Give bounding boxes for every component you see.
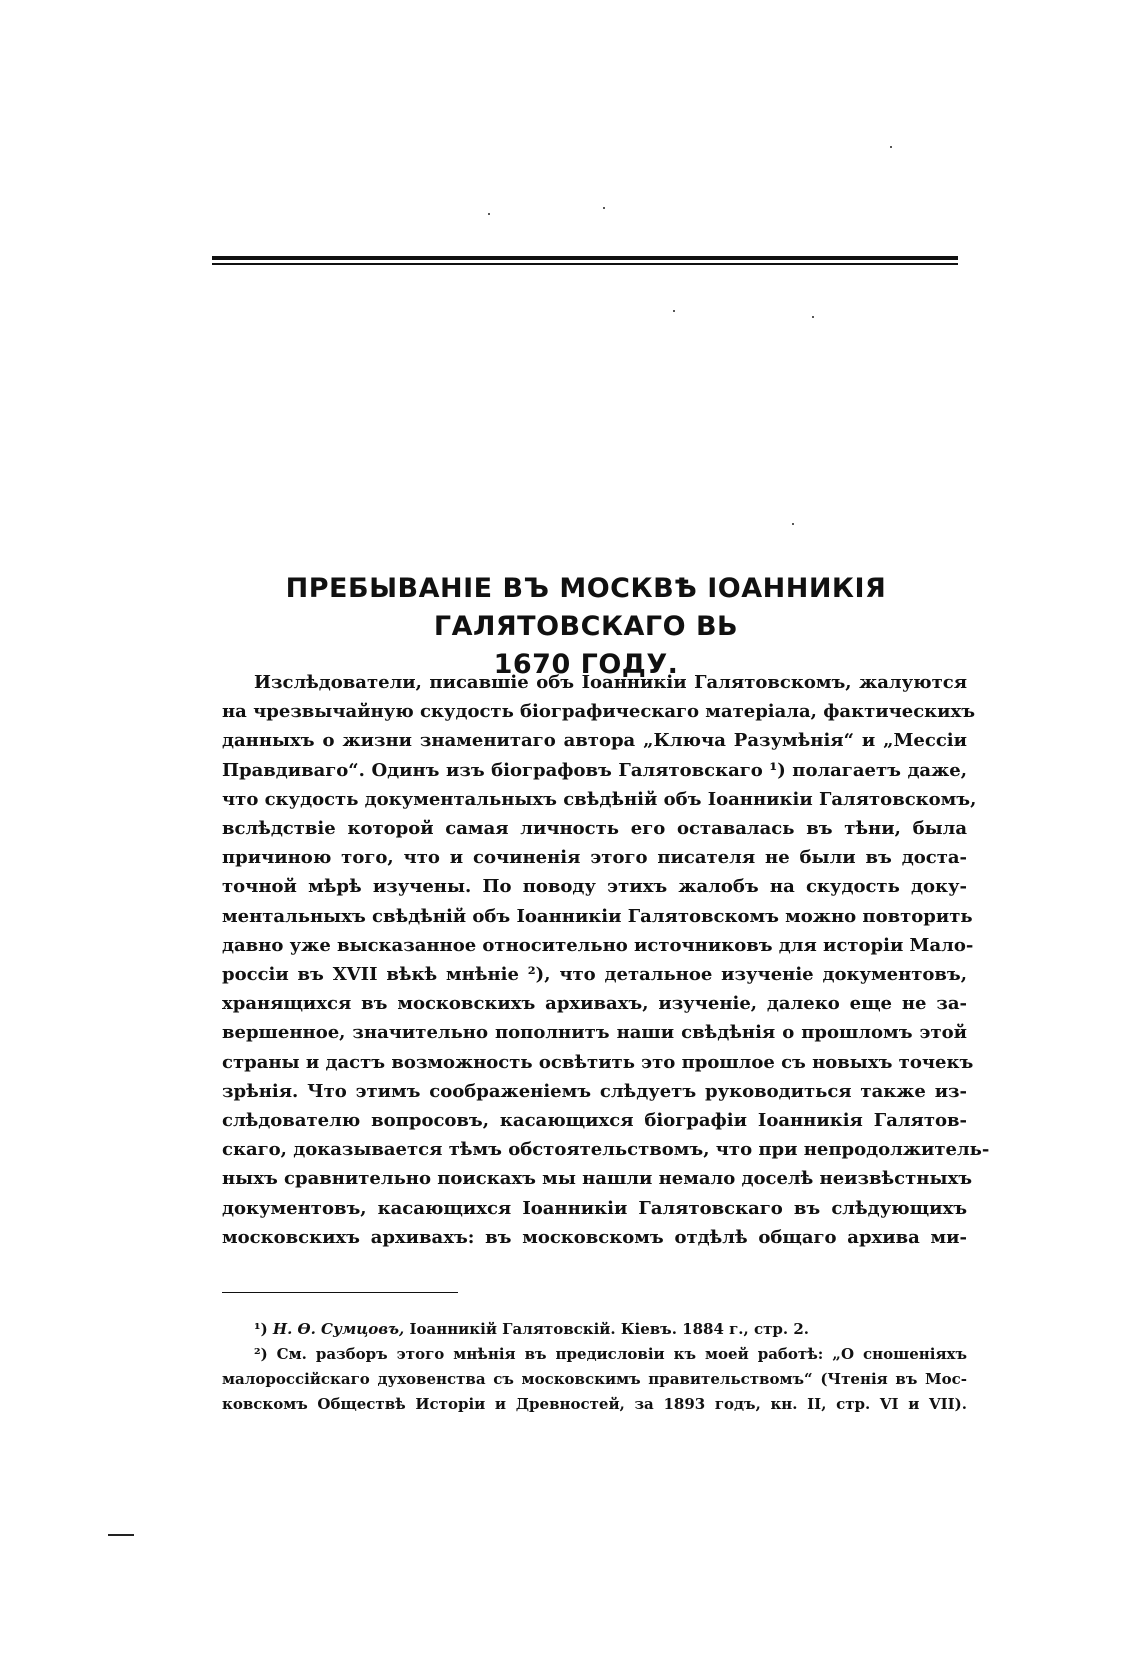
scan-speck [792, 523, 794, 525]
scan-speck [890, 146, 892, 148]
body-line: хранящихся въ московскихъ архивахъ, изученіе, далеко еще не за- [222, 993, 967, 1015]
body-line: данныхъ о жизни знаменитаго автора „Ключа Разумѣнія“ и „Мессіи [222, 730, 967, 752]
body-line: ментальныхъ свѣдѣній объ Іоанникіи Галятовскомъ можно повторить [222, 905, 973, 927]
body-line: слѣдователю вопросовъ, касающихся біографіи Іоанникія Галятов- [222, 1110, 967, 1132]
body-line: страны и дастъ возможность освѣтить это прошлое съ новыхъ точекъ [222, 1051, 974, 1073]
top-double-rule [212, 256, 958, 260]
scan-speck [673, 310, 675, 312]
body-line: московскихъ архивахъ: въ московскомъ отдѣлѣ общаго архива ми- [222, 1226, 967, 1248]
body-line: что скудость документальныхъ свѣдѣній объ Іоанникіи Галятовскомъ, [222, 788, 977, 810]
body-line: Изслѣдователи, писавшіе объ Іоанникіи Галятовскомъ, жалуются [254, 672, 967, 693]
body-line: давно уже высказанное относительно источниковъ для исторіи Мало- [222, 934, 974, 956]
body-line: причиною того, что и сочиненія этого писателя не были въ доста- [222, 847, 967, 869]
footnote-separator [222, 1292, 458, 1293]
body-paragraph [222, 668, 990, 1252]
body-line: точной мѣрѣ изучены. По поводу этихъ жалобъ на скудость доку- [222, 876, 967, 898]
body-line: вслѣдствіе которой самая личность его оставалась въ тѣни, была [222, 818, 967, 840]
body-line: зрѣнія. Что этимъ соображеніемъ слѣдуетъ руководиться также из- [222, 1080, 967, 1102]
top-thin-rule [212, 263, 958, 265]
body-line: ныхъ сравнительно поискахъ мы нашли немало доселѣ неизвѣстныхъ [222, 1168, 973, 1190]
body-line: на чрезвычайную скудость біографическаго матеріала, фактическихъ [222, 701, 976, 723]
footnote-1-text: Іоанникій Галятовскій. Кіевъ. 1884 г., стр. 2. [409, 1320, 809, 1338]
page-title [200, 570, 972, 684]
body-line: россіи въ XVII вѣкѣ мнѣніе ²), что детальное изученіе документовъ, [222, 964, 967, 986]
footnote-1 [222, 1317, 967, 1342]
body-line: документовъ, касающихся Іоанникіи Галятовскаго въ слѣдующихъ [222, 1197, 967, 1219]
footnote-1-marker: ¹) [254, 1320, 268, 1338]
footnotes [222, 1317, 967, 1417]
scan-speck [603, 207, 605, 209]
scan-speck [812, 316, 814, 318]
margin-mark [108, 1534, 134, 1536]
body-line: вершенное, значительно пополнитъ наши свѣдѣнія о прошломъ этой [222, 1022, 967, 1044]
body-line: Правдиваго“. Одинъ изъ біографовъ Галятовскаго ¹) полагаетъ даже, [222, 759, 967, 781]
title-line-2: 1670 ГОДУ. [493, 649, 679, 680]
body-line: скаго, доказывается тѣмъ обстоятельствомъ, что при непродолжитель- [222, 1139, 990, 1161]
footnote-2-line: ковскомъ Обществѣ Исторіи и Древностей, за 1893 годъ, кн. II, стр. VI и VII). [222, 1395, 967, 1413]
footnote-2-line: ²) См. разборъ этого мнѣнія въ предисловіи къ моей работѣ: „О сношеніяхъ [254, 1345, 967, 1363]
title-line-1: ПРЕБЫВАНІЕ ВЪ МОСКВѢ ІОАННИКІЯ ГАЛЯТОВСКАГО ВЬ [285, 573, 887, 642]
scan-speck [488, 213, 490, 215]
footnote-1-author: Н. Ѳ. Сумцовъ, [272, 1320, 405, 1338]
footnote-2-line: малороссійскаго духовенства съ московскимъ правительствомъ“ (Чтенія въ Мос- [222, 1370, 967, 1388]
